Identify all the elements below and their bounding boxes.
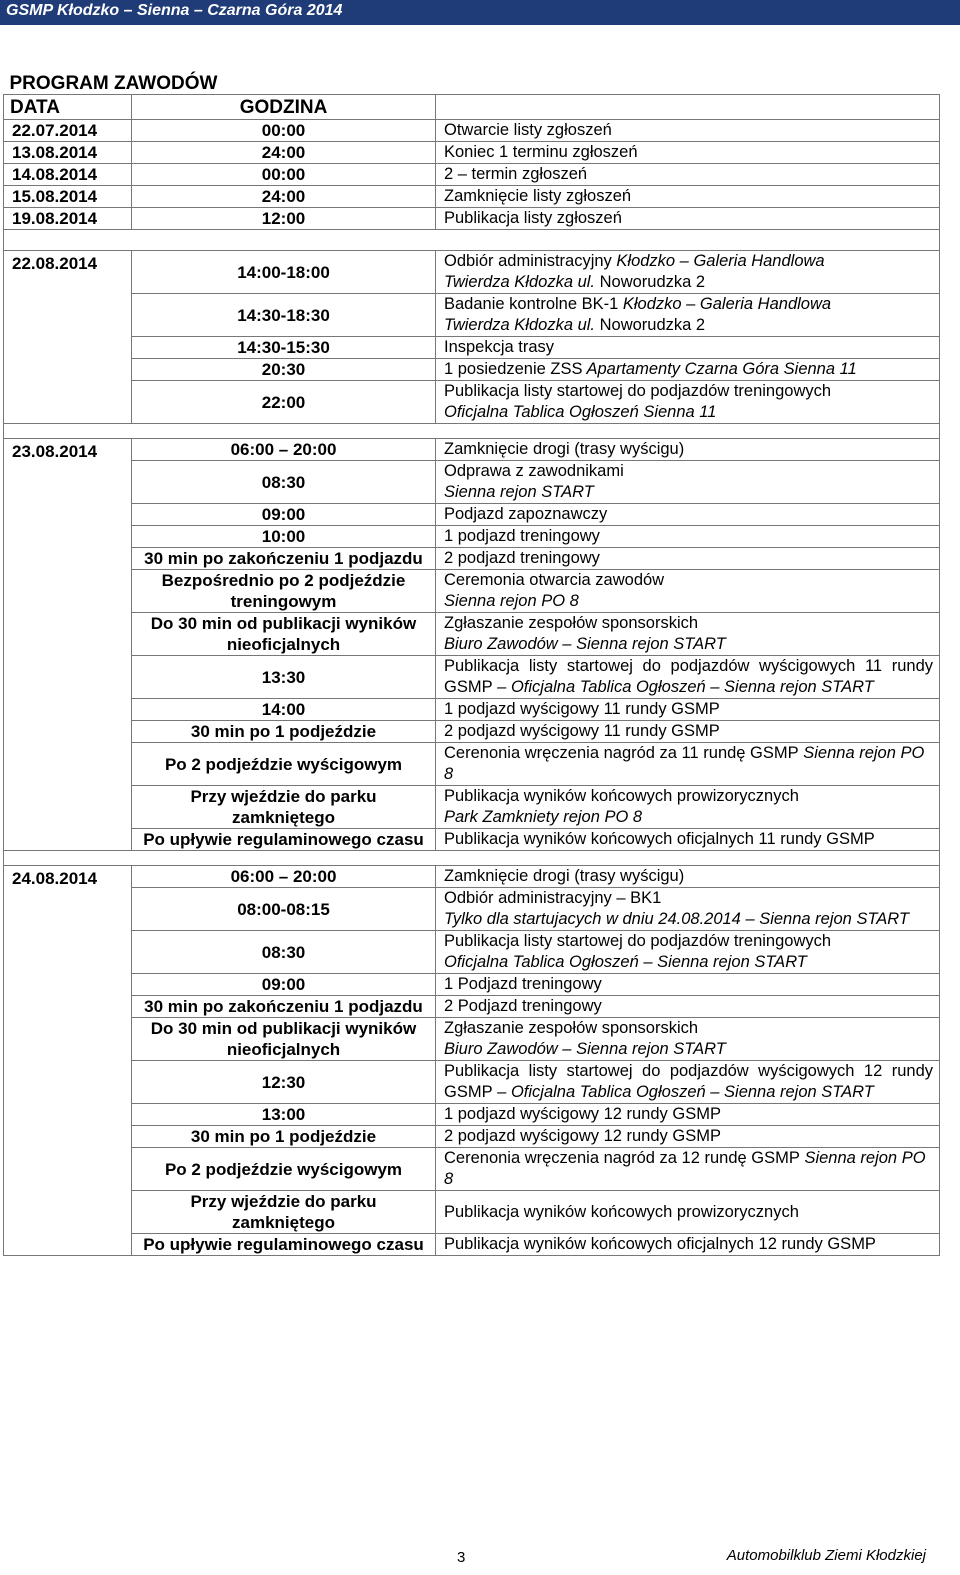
time-cell: Po 2 podjeździe wyścigowym <box>132 743 436 786</box>
schedule-row <box>4 504 940 526</box>
date-cell: 19.08.2014 <box>4 208 132 230</box>
time-cell: 06:00 – 20:00 <box>132 439 436 461</box>
event-text: Publikacja wyników końcowych oficjalnych 12 rundy GSMP <box>444 1235 876 1253</box>
event-cell: Zamknięcie listy zgłoszeń <box>436 186 940 208</box>
event-location: – Oficjalna Tablica Ogłoszeń – Sienna rejon START <box>492 1083 874 1101</box>
event-text: Cerenonia wręczenia nagród za 11 rundę GSMP <box>444 744 799 762</box>
schedule-row <box>4 1234 940 1256</box>
schedule-row <box>4 656 940 699</box>
time-cell: Przy wjeździe do parku zamkniętego <box>132 1191 436 1234</box>
event-location-line: Biuro Zawodów – Sienna rejon START <box>444 635 726 653</box>
spacer-cell <box>4 230 940 251</box>
time-cell: 00:00 <box>132 164 436 186</box>
schedule-row <box>4 888 940 931</box>
spacer-row <box>4 230 940 251</box>
date-cell: 13.08.2014 <box>4 142 132 164</box>
event-cell <box>436 743 940 786</box>
time-cell: 06:00 – 20:00 <box>132 866 436 888</box>
event-text: 1 podjazd wyścigowy 11 rundy GSMP <box>444 700 720 718</box>
schedule-row <box>4 974 940 996</box>
schedule-row <box>4 1148 940 1191</box>
event-text: 1 Podjazd treningowy <box>444 975 602 993</box>
event-cell <box>436 439 940 461</box>
event-cell <box>436 866 940 888</box>
column-header-time: GODZINA <box>132 95 436 120</box>
schedule-row <box>4 120 940 142</box>
event-location: Kłodzko – Galeria Handlowa <box>618 295 832 313</box>
schedule-row <box>4 186 940 208</box>
time-cell: 10:00 <box>132 526 436 548</box>
event-cell <box>436 613 940 656</box>
footer-organizer: Automobilklub Ziemi Kłodzkiej <box>726 1547 926 1564</box>
event-location-line: Twierdza Kłdozka ul. <box>444 273 596 291</box>
time-cell: 30 min po zakończeniu 1 podjazdu <box>132 996 436 1018</box>
schedule-row <box>4 439 940 461</box>
date-cell: 15.08.2014 <box>4 186 132 208</box>
schedule-row <box>4 359 940 381</box>
event-location: Sienna rejon PO 8 <box>444 1149 926 1188</box>
event-text: Podjazd zapoznawczy <box>444 505 608 523</box>
schedule-row <box>4 208 940 230</box>
event-cell <box>436 1104 940 1126</box>
time-cell: 13:00 <box>132 1104 436 1126</box>
program-title: PROGRAM ZAWODÓW <box>4 68 940 95</box>
event-location: Apartamenty Czarna Góra Sienna 11 <box>582 360 857 378</box>
event-location: Sienna rejon PO 8 <box>444 744 925 783</box>
event-cell <box>436 656 940 699</box>
time-cell: 12:30 <box>132 1061 436 1104</box>
schedule-row <box>4 337 940 359</box>
event-text: Odprawa z zawodnikami <box>444 462 624 480</box>
schedule-row <box>4 548 940 570</box>
schedule-row <box>4 786 940 829</box>
event-cell <box>436 996 940 1018</box>
schedule-row <box>4 526 940 548</box>
event-cell <box>436 888 940 931</box>
time-cell: Po upływie regulaminowego czasu <box>132 1234 436 1256</box>
event-location-line: Park Zamkniety rejon PO 8 <box>444 808 643 826</box>
time-cell: 14:00 <box>132 699 436 721</box>
schedule-row <box>4 1061 940 1104</box>
event-text: 2 Podjazd treningowy <box>444 997 602 1015</box>
event-cell <box>436 829 940 851</box>
spacer-row <box>4 424 940 439</box>
event-location: – Oficjalna Tablica Ogłoszeń – Sienna rejon START <box>492 678 874 696</box>
event-cell <box>436 974 940 996</box>
time-cell: Po 2 podjeździe wyścigowym <box>132 1148 436 1191</box>
event-cell <box>436 1191 940 1234</box>
event-text: Publikacja listy startowej do podjazdów treningowych <box>444 382 832 400</box>
event-cell <box>436 359 940 381</box>
schedule-row <box>4 570 940 613</box>
event-cell: 2 – termin zgłoszeń <box>436 164 940 186</box>
page-number: 3 <box>457 1549 466 1566</box>
event-location-line: Sienna rejon PO 8 <box>444 592 579 610</box>
event-cell: Publikacja listy zgłoszeń <box>436 208 940 230</box>
schedule-row <box>4 294 940 337</box>
event-cell <box>436 1126 940 1148</box>
time-cell: 14:30-18:30 <box>132 294 436 337</box>
event-text: 1 podjazd wyścigowy 12 rundy GSMP <box>444 1105 721 1123</box>
event-location-line: Oficjalna Tablica Ogłoszeń Sienna 11 <box>444 403 717 421</box>
time-cell: 24:00 <box>132 142 436 164</box>
schedule-row <box>4 1104 940 1126</box>
event-address: Noworudzka 2 <box>595 273 706 291</box>
event-text: Zamknięcie drogi (trasy wyścigu) <box>444 440 685 458</box>
schedule-row <box>4 142 940 164</box>
time-cell: 09:00 <box>132 504 436 526</box>
event-cell <box>436 294 940 337</box>
event-text: 2 podjazd wyścigowy 12 rundy GSMP <box>444 1127 721 1145</box>
event-cell <box>436 931 940 974</box>
event-cell <box>436 699 940 721</box>
event-cell <box>436 526 940 548</box>
time-cell: 14:30-15:30 <box>132 337 436 359</box>
time-cell: 13:30 <box>132 656 436 699</box>
event-cell <box>436 548 940 570</box>
event-text: Inspekcja trasy <box>444 338 555 356</box>
event-text: 2 podjazd wyścigowy 11 rundy GSMP <box>444 722 720 740</box>
event-cell <box>436 786 940 829</box>
event-text: Zgłaszanie zespołów sponsorskich <box>444 614 699 632</box>
event-cell <box>436 1234 940 1256</box>
event-text: 1 posiedzenie ZSS <box>444 360 583 378</box>
schedule-row <box>4 1126 940 1148</box>
time-cell: 08:30 <box>132 931 436 974</box>
event-text: 2 podjazd treningowy <box>444 549 600 567</box>
schedule-row <box>4 996 940 1018</box>
time-cell: 30 min po 1 podjeździe <box>132 1126 436 1148</box>
date-cell: 14.08.2014 <box>4 164 132 186</box>
time-cell: 20:30 <box>132 359 436 381</box>
event-text: Odbiór administracyjny – BK1 <box>444 889 662 907</box>
event-location: Kłodzko – Galeria Handlowa <box>611 252 825 270</box>
time-cell: 09:00 <box>132 974 436 996</box>
time-cell: 14:00-18:00 <box>132 251 436 294</box>
time-cell: 24:00 <box>132 186 436 208</box>
column-header-event <box>436 95 940 120</box>
time-cell: Do 30 min od publikacji wyników nieoficjalnych <box>132 613 436 656</box>
event-cell <box>436 1018 940 1061</box>
schedule-body <box>4 68 940 1256</box>
event-text: Odbiór administracyjny <box>444 252 612 270</box>
event-cell <box>436 337 940 359</box>
event-cell <box>436 251 940 294</box>
event-cell: Koniec 1 terminu zgłoszeń <box>436 142 940 164</box>
schedule-row <box>4 1191 940 1234</box>
event-text: Badanie kontrolne BK-1 <box>444 295 619 313</box>
schedule-row <box>4 931 940 974</box>
event-text: Publikacja listy startowej do podjazdów wyścigowych 12 rundy GSMP <box>444 1062 933 1101</box>
event-cell <box>436 1148 940 1191</box>
spacer-cell <box>4 424 940 439</box>
schedule-row <box>4 743 940 786</box>
title-row <box>4 68 940 95</box>
day-date-cell: 24.08.2014 <box>4 866 132 1256</box>
event-cell <box>436 504 940 526</box>
schedule-row <box>4 829 940 851</box>
header-bar <box>0 0 960 25</box>
time-cell: 22:00 <box>132 381 436 424</box>
time-cell: 30 min po 1 podjeździe <box>132 721 436 743</box>
event-cell <box>436 1061 940 1104</box>
day-date-cell: 23.08.2014 <box>4 439 132 851</box>
event-location-line: Sienna rejon START <box>444 483 594 501</box>
schedule-row <box>4 613 940 656</box>
spacer-cell <box>4 851 940 866</box>
event-text: Publikacja listy startowej do podjazdów wyścigowych 11 rundy GSMP <box>444 657 933 696</box>
event-text: 1 podjazd treningowy <box>444 527 600 545</box>
time-cell: Przy wjeździe do parku zamkniętego <box>132 786 436 829</box>
column-header-row <box>4 95 940 120</box>
event-location-line: Twierdza Kłdozka ul. <box>444 316 596 334</box>
schedule-row <box>4 381 940 424</box>
time-cell: Po upływie regulaminowego czasu <box>132 829 436 851</box>
event-text: Cerenonia wręczenia nagród za 12 rundę GSMP <box>444 1149 800 1167</box>
event-cell: Otwarcie listy zgłoszeń <box>436 120 940 142</box>
event-address: Noworudzka 2 <box>595 316 706 334</box>
event-text: Publikacja wyników końcowych prowizorycznych <box>444 787 799 805</box>
event-text: Ceremonia otwarcia zawodów <box>444 571 665 589</box>
schedule-row <box>4 721 940 743</box>
schedule-row <box>4 866 940 888</box>
time-cell: 30 min po zakończeniu 1 podjazdu <box>132 548 436 570</box>
event-location-line: Oficjalna Tablica Ogłoszeń – Sienna rejon START <box>444 953 807 971</box>
event-location-line: Tylko dla startujacych w dniu 24.08.2014 – Sienna rejon START <box>444 910 910 928</box>
day-date-cell: 22.08.2014 <box>4 251 132 424</box>
event-text: Publikacja listy startowej do podjazdów treningowych <box>444 932 832 950</box>
time-cell: Bezpośrednio po 2 podjeździe treningowym <box>132 570 436 613</box>
schedule-row <box>4 461 940 504</box>
time-cell: 08:30 <box>132 461 436 504</box>
event-cell <box>436 461 940 504</box>
time-cell: 00:00 <box>132 120 436 142</box>
schedule-table <box>3 68 940 1256</box>
event-text: Publikacja wyników końcowych oficjalnych 11 rundy GSMP <box>444 830 875 848</box>
schedule-row <box>4 1018 940 1061</box>
event-cell <box>436 721 940 743</box>
schedule-row <box>4 251 940 294</box>
time-cell: 08:00-08:15 <box>132 888 436 931</box>
date-cell: 22.07.2014 <box>4 120 132 142</box>
event-cell <box>436 381 940 424</box>
schedule-row <box>4 699 940 721</box>
spacer-row <box>4 851 940 866</box>
event-text: Zgłaszanie zespołów sponsorskich <box>444 1019 699 1037</box>
event-cell <box>436 570 940 613</box>
event-text: Zamknięcie drogi (trasy wyścigu) <box>444 867 685 885</box>
schedule-row <box>4 164 940 186</box>
time-cell: Do 30 min od publikacji wyników nieoficjalnych <box>132 1018 436 1061</box>
column-header-date: DATA <box>4 95 132 120</box>
document-header-title: GSMP Kłodzko – Sienna – Czarna Góra 2014 <box>6 2 343 19</box>
event-location-line: Biuro Zawodów – Sienna rejon START <box>444 1040 726 1058</box>
time-cell: 12:00 <box>132 208 436 230</box>
event-text: Publikacja wyników końcowych prowizorycznych <box>444 1202 799 1221</box>
